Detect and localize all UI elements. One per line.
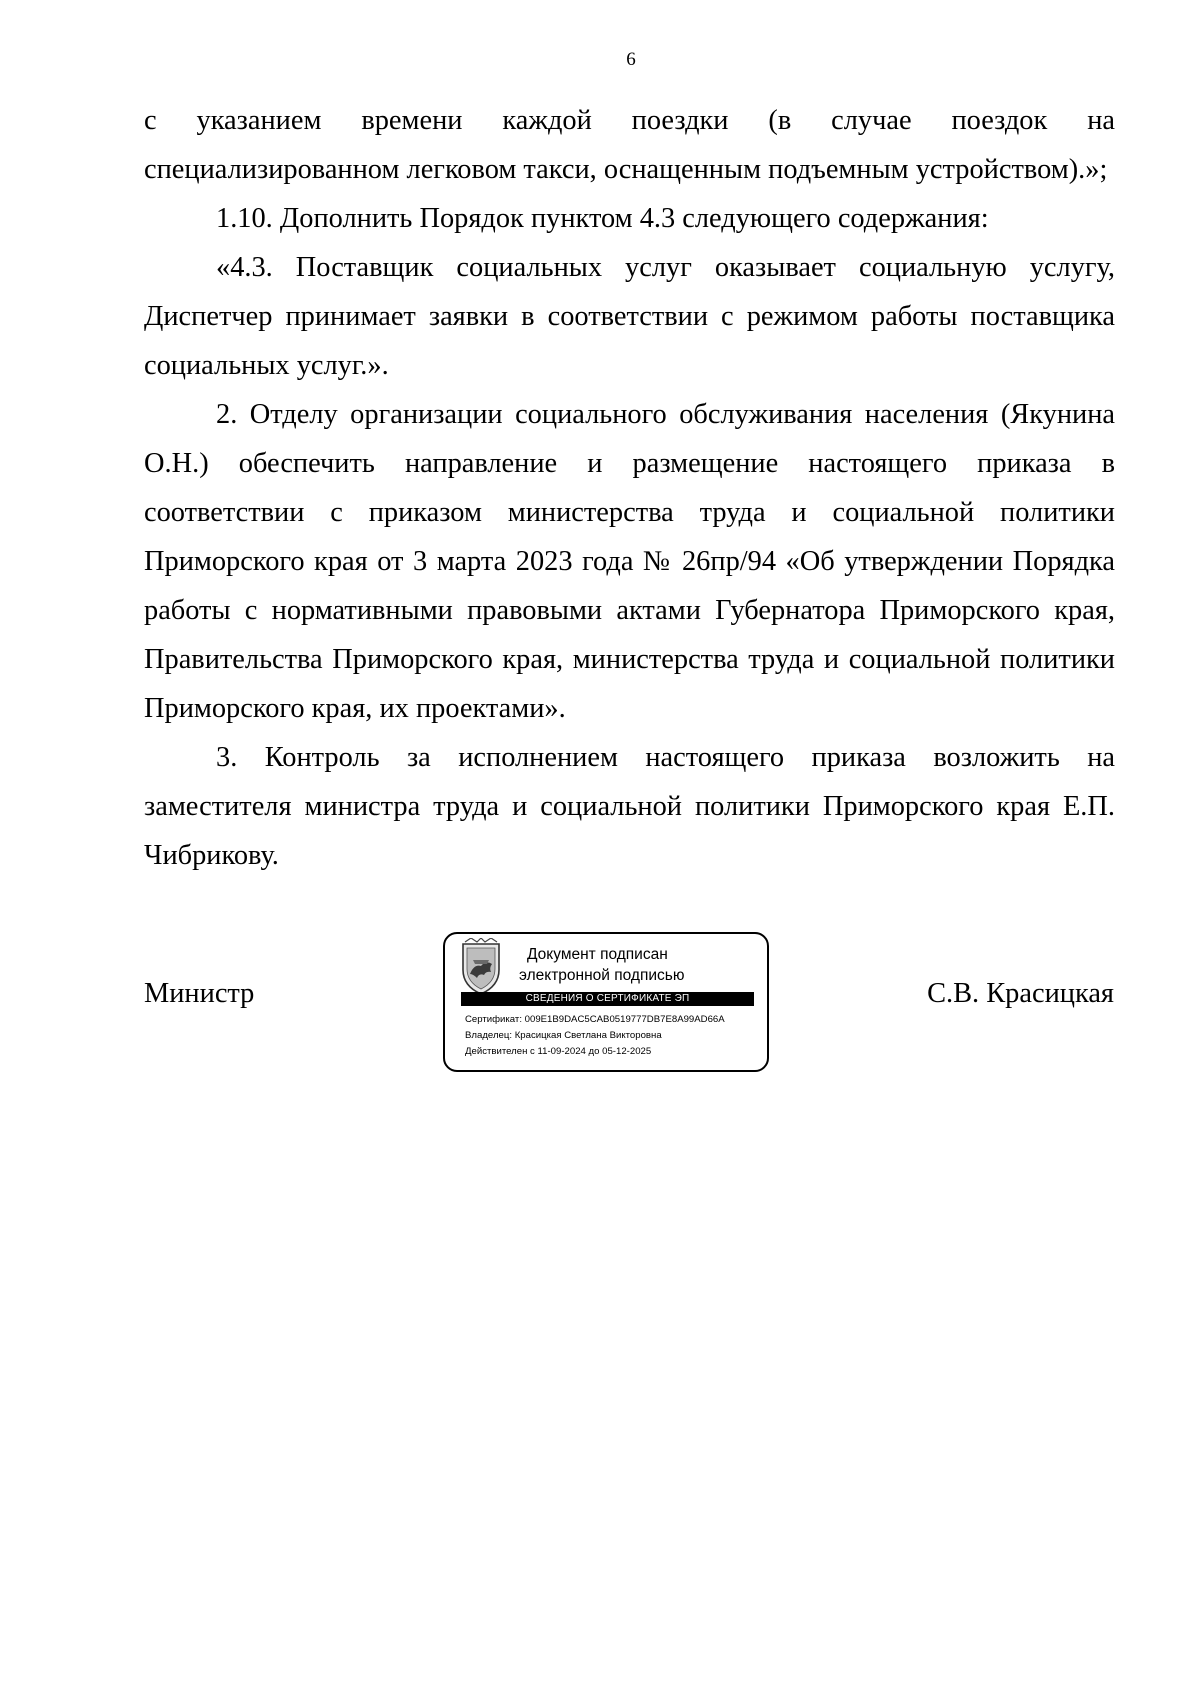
stamp-title-line: Документ подписан [527, 946, 668, 963]
document-body [144, 96, 1115, 880]
paragraph: «4.3. Поставщик социальных услуг оказывает социальную услугу, Диспетчер принимает заявки в соответствии с режимом работы поставщика социальных услуг.». [144, 252, 1115, 381]
electronic-signature-stamp [443, 932, 769, 1072]
certificate-owner: Владелец: Красицкая Светлана Викторовна [465, 1030, 662, 1041]
coat-of-arms-icon [459, 938, 503, 996]
paragraph: с указанием времени каждой поездки (в случае поездок на специализированном легковом такси, оснащенным подъемным устройством).»; [144, 105, 1115, 185]
stamp-certificate-header: СВЕДЕНИЯ О СЕРТИФИКАТЕ ЭП [461, 992, 754, 1006]
page-number: 6 [626, 49, 636, 70]
stamp-certificate-info [465, 1012, 765, 1060]
paragraph: 1.10. Дополнить Порядок пунктом 4.3 следующего содержания: [216, 203, 989, 234]
certificate-number: Сертификат: 009E1B9DAC5CAB0519777DB7E8A99AD66A [465, 1014, 725, 1025]
signatory-name: С.В. Красицкая [927, 978, 1114, 1009]
paragraph: 2. Отделу организации социального обслуживания населения (Якунина О.Н.) обеспечить направление и размещение настоящего приказа в соответствии с приказом министерства труда и социальной политики Приморского края от 3 марта 2023 года № 26пр/94 «Об утверждении Порядка работы с нормативными правовыми актами Губернатора Приморского края, Правительства Приморского края, министерства труда и социальной политики Приморского края, их проектами». [144, 399, 1115, 724]
signatory-position: Министр [144, 978, 255, 1009]
certificate-validity: Действителен с 11-09-2024 до 05-12-2025 [465, 1046, 652, 1057]
stamp-title-line: электронной подписью [519, 967, 685, 984]
paragraph: 3. Контроль за исполнением настоящего приказа возложить на заместителя министра труда и социальной политики Приморского края Е.П. Чибрикову. [144, 742, 1115, 871]
stamp-title [505, 944, 763, 986]
